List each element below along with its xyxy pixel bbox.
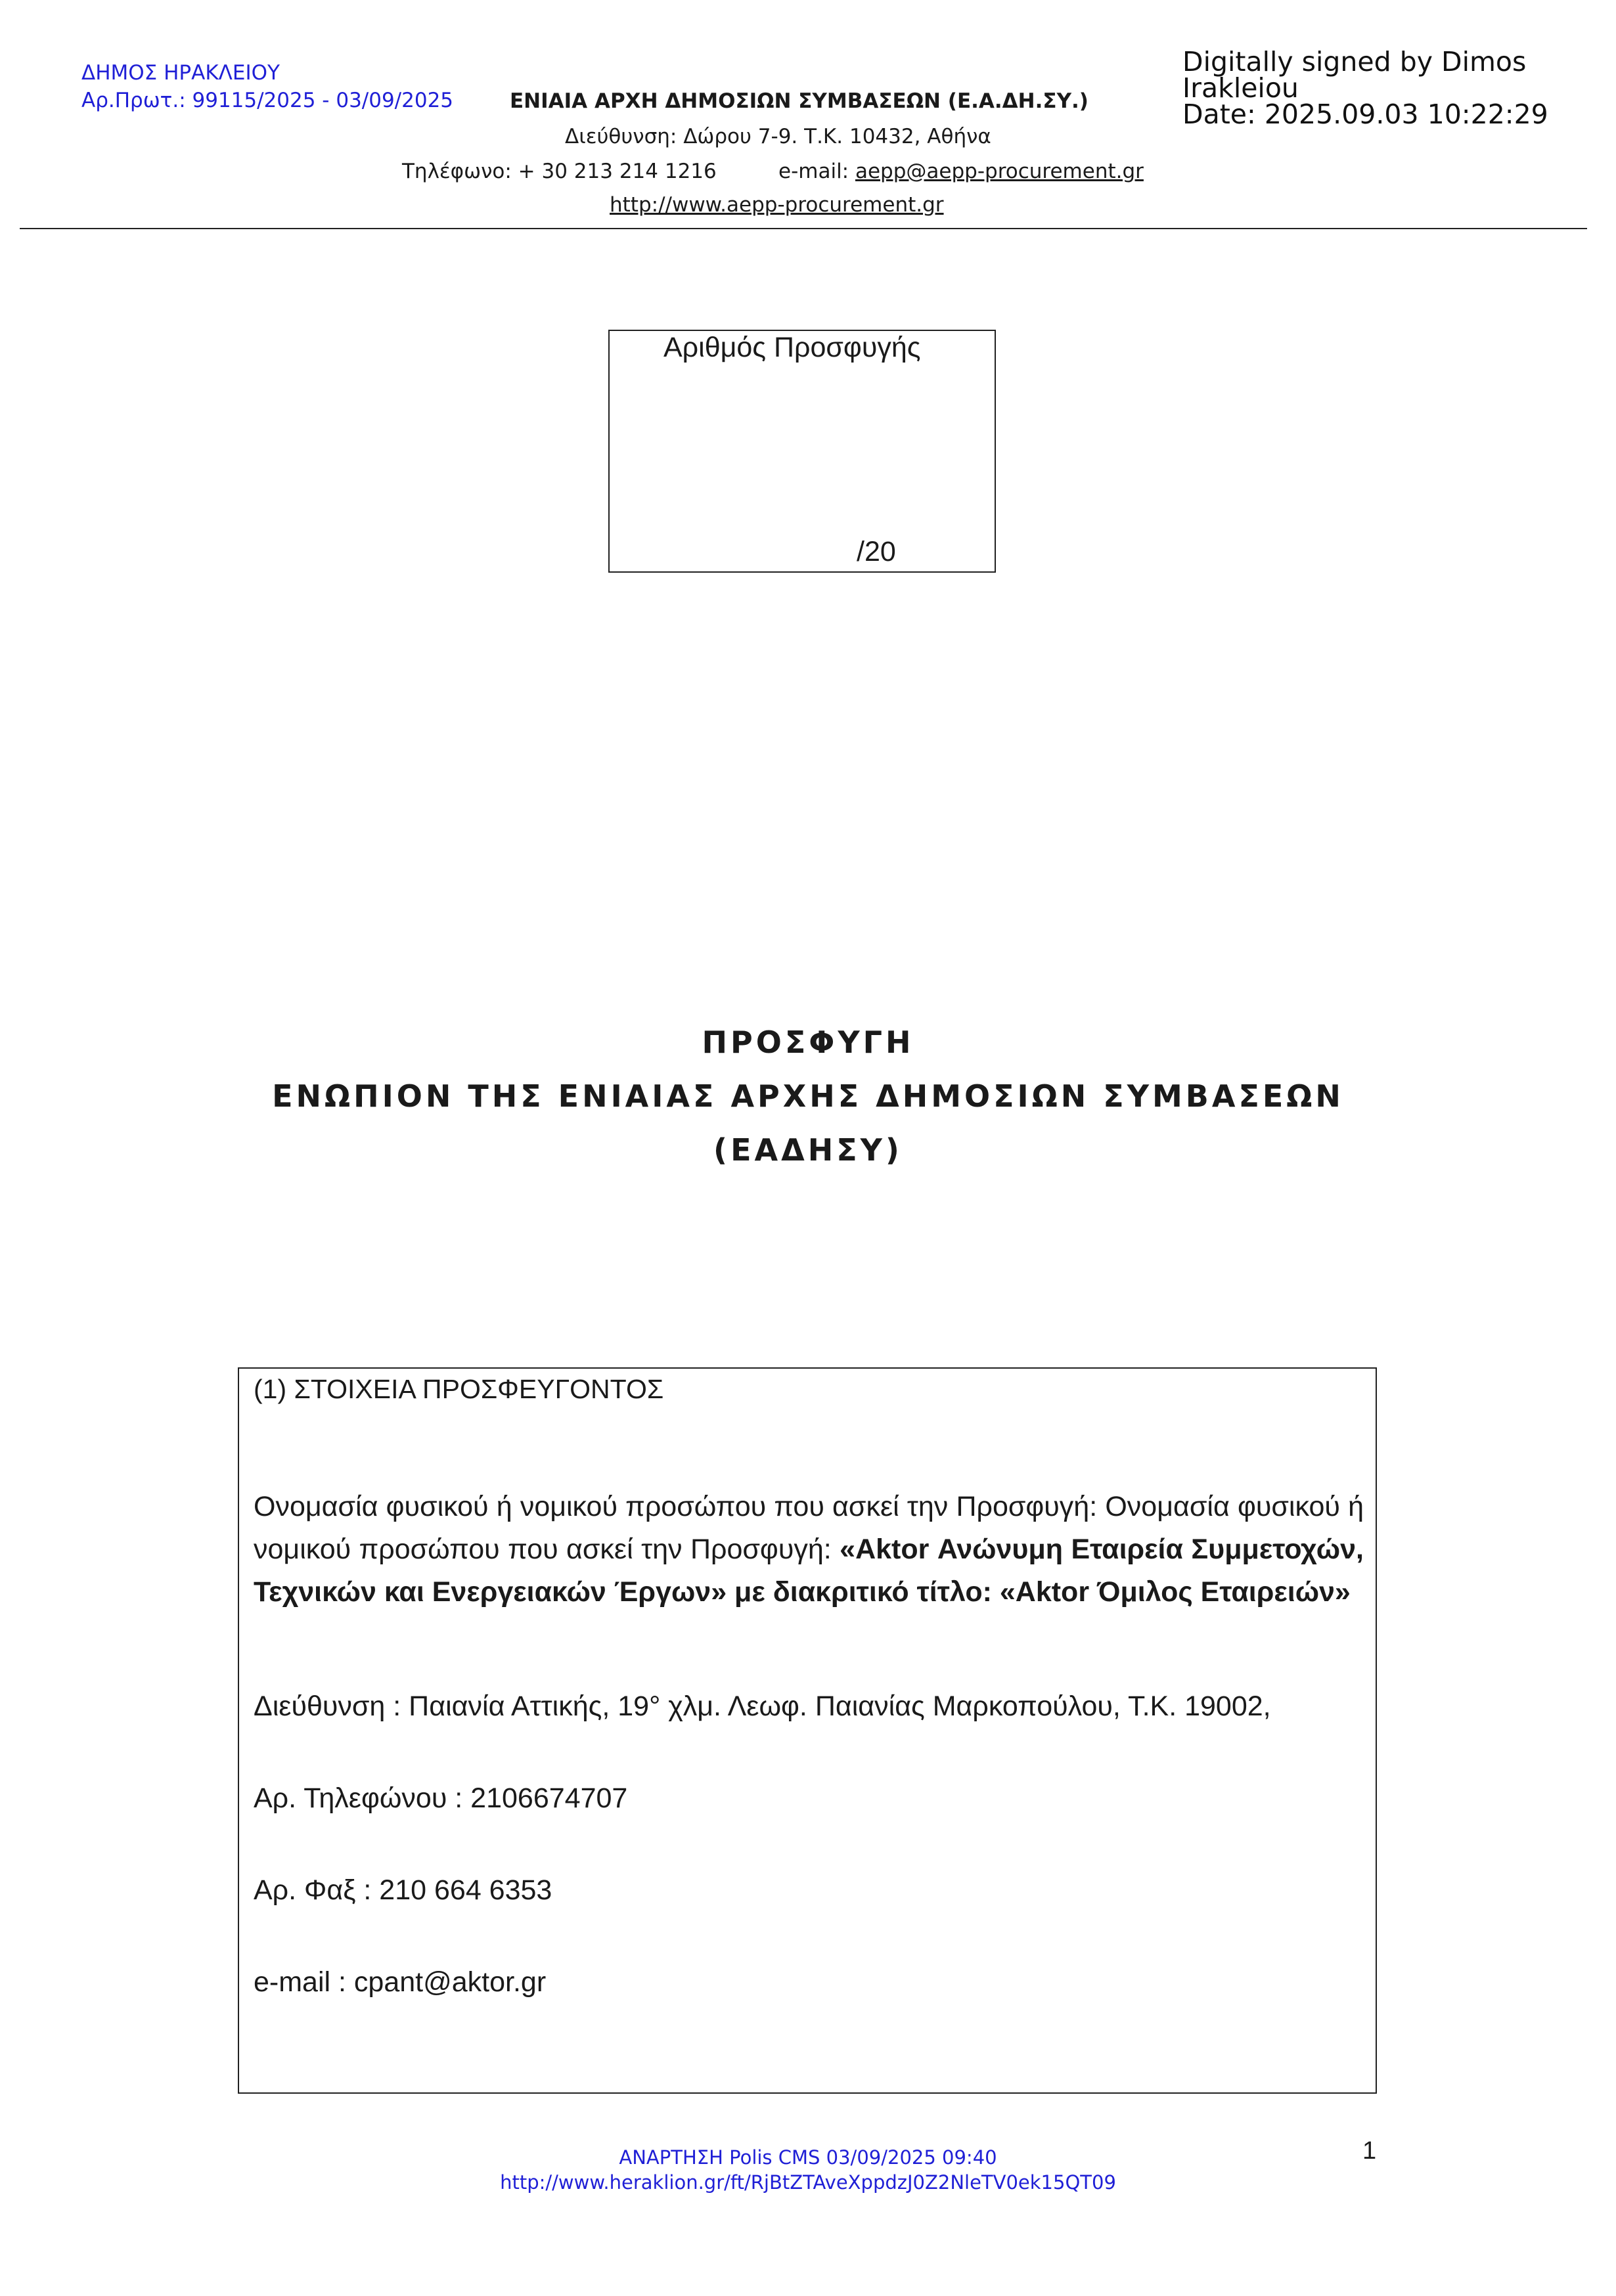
applicant-section-title: (1) ΣΤΟΙΧΕΙΑ ΠΡΟΣΦΕΥΓΟΝΤΟΣ — [254, 1374, 664, 1404]
applicant-name-paragraph — [254, 1486, 1364, 1614]
document-subtitle-acronym: (ΕΑΔΗΣΥ) — [713, 1132, 903, 1168]
document-title: ΠΡΟΣΦΥΓΗ — [702, 1025, 914, 1060]
appeal-number-label: Αριθμός Προσφυγής — [663, 332, 921, 363]
applicant-details-box — [238, 1367, 1377, 2094]
protocol-stamp — [81, 59, 453, 114]
applicant-address: Διεύθυνση : Παιανία Αττικής, 19° χλμ. Λεωφ. Παιανίας Μαρκοπούλου, Τ.Κ. 19002, — [254, 1690, 1271, 1722]
letterhead-phone: Τηλέφωνο: + 30 213 214 1216 — [402, 160, 717, 183]
letterhead-email-label: e-mail: — [778, 160, 855, 183]
letterhead-address: Διεύθυνση: Δώρου 7-9. Τ.Κ. 10432, Αθήνα — [565, 125, 991, 148]
applicant-fax: Αρ. Φαξ : 210 664 6353 — [254, 1874, 552, 1906]
letterhead-email — [778, 160, 1144, 183]
page-number: 1 — [1362, 2137, 1377, 2165]
header-divider — [20, 228, 1587, 229]
appeal-number-suffix: /20 — [857, 536, 896, 567]
signature-line-2: Irakleiou — [1182, 72, 1299, 104]
letterhead-email-link[interactable]: aepp@aepp-procurement.gr — [855, 160, 1144, 183]
applicant-email: e-mail : cpant@aktor.gr — [254, 1966, 547, 1998]
digital-signature — [1182, 46, 1548, 130]
footer-posting-stamp: ΑΝΑΡΤΗΣΗ Polis CMS 03/09/2025 09:40 — [619, 2146, 997, 2169]
applicant-name-label: Ονομασία φυσικού ή νομικού προσώπου που ασκεί την Προσφυγή: Ονομασία φυσικού ή νομικού προσώπου που ασκεί την Προσφυγή: — [254, 1491, 1364, 1565]
signature-line-1: Digitally signed by Dimos — [1182, 46, 1527, 77]
appeal-number-box — [608, 330, 996, 573]
letterhead-website-link[interactable]: http://www.aepp-procurement.gr — [610, 193, 944, 217]
letterhead-title: ΕΝΙΑΙΑ ΑΡΧΗ ΔΗΜΟΣΙΩΝ ΣΥΜΒΑΣΕΩΝ (Ε.Α.ΔΗ.ΣΥ.) — [510, 89, 1089, 113]
applicant-company-name: «Aktor Ανώνυμη Εταιρεία Συμμετοχών, Τεχνικών και Ενεργειακών Έργων» με διακριτικό τίτλο: «Aktor Όμιλος Εταιρειών» — [254, 1534, 1364, 1608]
document-subtitle: ΕΝΩΠΙΟΝ ΤΗΣ ΕΝΙΑΙΑΣ ΑΡΧΗΣ ΔΗΜΟΣΙΩΝ ΣΥΜΒΑΣΕΩΝ — [272, 1078, 1344, 1114]
stamp-protocol-number: Αρ.Πρωτ.: 99115/2025 - 03/09/2025 — [81, 89, 454, 112]
footer-url-link[interactable]: http://www.heraklion.gr/ft/RjBtZTAveXppdzJ0Z2NleTV0ek15QT09 — [500, 2171, 1116, 2194]
signature-date: Date: 2025.09.03 10:22:29 — [1182, 99, 1548, 130]
stamp-municipality: ΔΗΜΟΣ ΗΡΑΚΛΕΙΟΥ — [81, 61, 280, 85]
applicant-phone: Αρ. Τηλεφώνου : 2106674707 — [254, 1782, 628, 1814]
